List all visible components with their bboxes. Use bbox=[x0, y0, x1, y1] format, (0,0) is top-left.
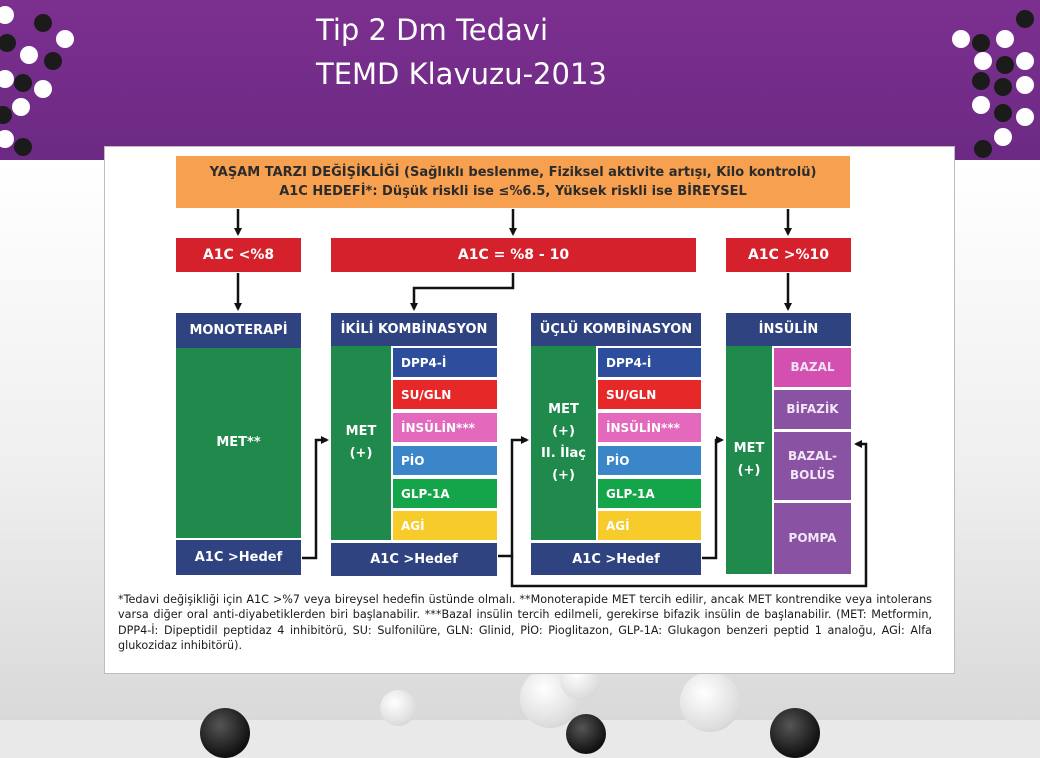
triple-combination-header: ÜÇLÜ KOMBİNASYON bbox=[531, 313, 701, 346]
dual-option-glp1a: GLP-1A bbox=[393, 479, 497, 508]
triple-second-drug-label: II. İlaç bbox=[541, 446, 586, 461]
slide-title-line1: Tip 2 Dm Tedavi bbox=[316, 13, 548, 47]
a1c-target-text: A1C HEDEFİ*: Düşük riskli ise ≤%6.5, Yüksek riskli ise BİREYSEL bbox=[279, 184, 747, 199]
bazal-bolus-line2: BOLÜS bbox=[790, 468, 835, 482]
bazal-bolus-line1: BAZAL- bbox=[787, 449, 838, 463]
triple-plus-label: (+) bbox=[552, 424, 575, 439]
monotherapy-footer: A1C >Hedef bbox=[176, 540, 301, 575]
dual-met-label: MET bbox=[345, 424, 377, 439]
arrow-dual-to-triple bbox=[498, 440, 527, 556]
monotherapy-body: MET** bbox=[176, 348, 301, 538]
dual-plus-label: (+) bbox=[349, 446, 373, 461]
triple-option-pio: PİO bbox=[598, 446, 701, 475]
dual-option-insulin: İNSÜLİN*** bbox=[393, 413, 497, 442]
triple-option-su-gln: SU/GLN bbox=[598, 380, 701, 409]
arrow-mono-to-dual bbox=[302, 440, 327, 558]
slide-title-line2: TEMD Klavuzu-2013 bbox=[316, 57, 607, 91]
a1c-8-10-box: A1C = %8 - 10 bbox=[331, 238, 696, 272]
a1c-under-8-box: A1C <%8 bbox=[176, 238, 301, 272]
arrow-triple-to-insulin bbox=[702, 440, 722, 558]
triple-option-insulin: İNSÜLİN*** bbox=[598, 413, 701, 442]
dual-combination-header: İKİLİ KOMBİNASYON bbox=[331, 313, 497, 346]
insulin-option-bifazik: BİFAZİK bbox=[774, 390, 851, 429]
dual-option-pio: PİO bbox=[393, 446, 497, 475]
arrow-dual-to-insulin bbox=[512, 444, 866, 586]
dual-option-su-gln: SU/GLN bbox=[393, 380, 497, 409]
dual-option-dpp4: DPP4-İ bbox=[393, 348, 497, 377]
insulin-option-pompa: POMPA bbox=[774, 503, 851, 574]
triple-combination-footer: A1C >Hedef bbox=[531, 543, 701, 575]
insulin-option-bazal: BAZAL bbox=[774, 348, 851, 387]
triple-met-label: MET bbox=[548, 402, 579, 417]
footnote: *Tedavi değişikliği için A1C >%7 veya bireysel hedefin üstünde olmalı. **Monoterapide MET tercih edilir, ancak MET kontrendike veya intolerans varsa diğer oral anti-diyabetiklerden biri başlanabilir. ***Bazal insülin tercih edilmeli, gerekirse bifazik insülin de başlanabilir. (MET: Metformin, DPP4-İ: Dipeptidil peptidaz 4 inhibitörü, SU: Sulfonilüre, GLN: Glinid, PİO: Pioglitazon, GLP-1A: Glukagon benzeri peptid 1 analoğu, AGİ: Alfa glukozidaz inhibitörü). bbox=[118, 593, 932, 652]
arrow-to-dual bbox=[414, 273, 513, 309]
insulin-header: İNSÜLİN bbox=[726, 313, 851, 346]
triple-option-dpp4: DPP4-İ bbox=[598, 348, 701, 377]
lifestyle-text: YAŞAM TARZI DEĞİŞİKLİĞİ (Sağlıklı beslenme, Fiziksel aktivite artışı, Kilo kontrolü) bbox=[209, 165, 817, 180]
insulin-plus-label: (+) bbox=[737, 463, 761, 478]
insulin-met-label: MET bbox=[733, 441, 765, 456]
monotherapy-header: MONOTERAPİ bbox=[176, 313, 301, 348]
dual-option-agi: AGİ bbox=[393, 511, 497, 540]
a1c-over-10-box: A1C >%10 bbox=[726, 238, 851, 272]
triple-plus-label-2: (+) bbox=[552, 468, 575, 483]
dual-combination-footer: A1C >Hedef bbox=[331, 543, 497, 576]
triple-option-agi: AGİ bbox=[598, 511, 701, 540]
decorative-ball bbox=[566, 714, 606, 754]
triple-option-glp1a: GLP-1A bbox=[598, 479, 701, 508]
